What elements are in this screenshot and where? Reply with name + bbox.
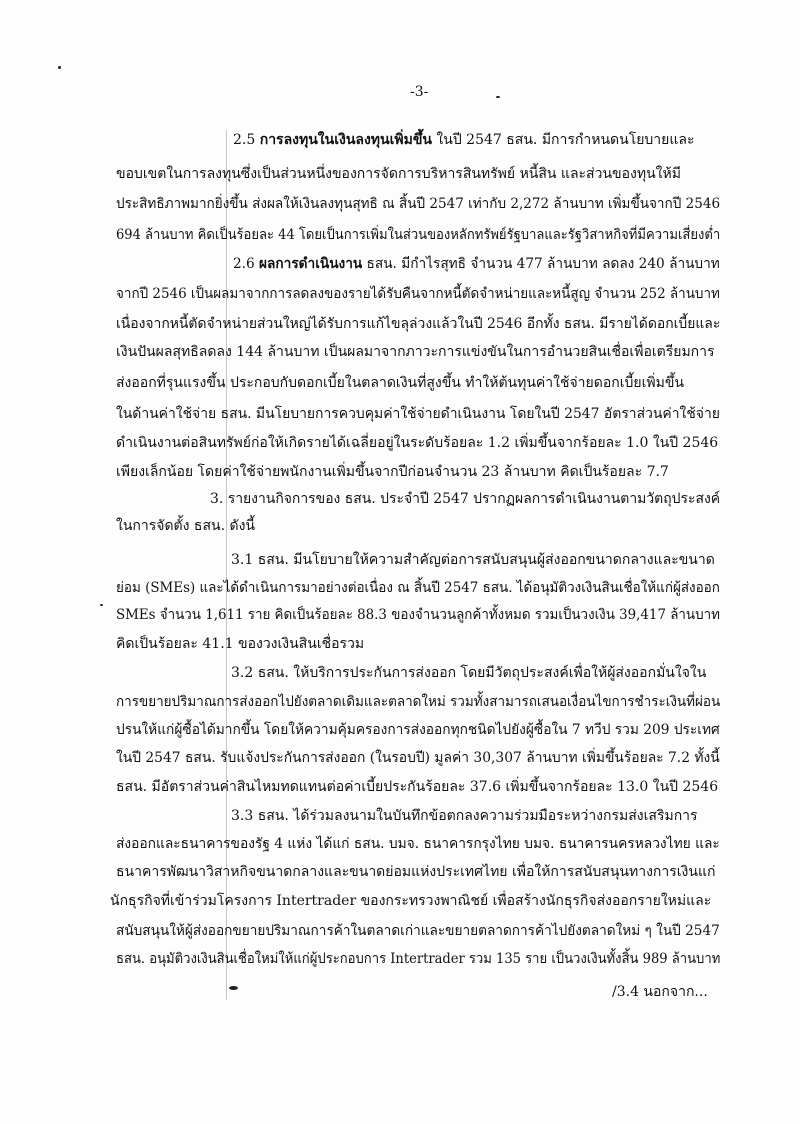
text-run: 3.3 ธสน. ได้ร่วมลงนามในบันทึกข้อตกลงความร่วมมือระหว่างกรมส่งเสริมการ [231, 808, 698, 824]
page-number: -3- [410, 84, 429, 100]
text-run: สนับสนุนให้ผู้ส่งออกขยายปริมาณการค้าในตลาดเก่าและขยายตลาดการค้าไปยังตลาดใหม่ ๆ ในปี 2547 [116, 923, 720, 939]
text-line [116, 518, 255, 534]
text-line [116, 375, 684, 391]
text-run: 3. รายงานกิจการของ ธสน. ประจำปี 2547 ปรากฏผลการดำเนินงานตามวัตถุประสงค์ [210, 491, 721, 507]
text-line [116, 951, 720, 967]
text-run: ในด้านค่าใช้จ่าย ธสน. มีนโยบายการควบคุมค่าใช้จ่ายดำเนินงาน โดยในปี 2547 อัตราส่วนค่าใช้จ่าย [116, 406, 720, 422]
text-run: เพียงเล็กน้อย โดยค่าใช้จ่ายพนักงานเพิ่มขึ้นจากปีก่อนจำนวน 23 ล้านบาท คิดเป็นร้อยละ 7.7 [116, 464, 669, 480]
text-line [116, 836, 720, 852]
text-run: การขยายปริมาณการส่งออกไปยังตลาดเดิมและตลาดใหม่ รวมทั้งสามารถเสนอเงื่อนไขการชำระเงินที่ผ่อน [116, 694, 721, 710]
text-run: ในปี 2547 ธสน. มีการกำหนดนโยบายและ [431, 132, 695, 148]
section-heading: ผลการดำเนินงาน [259, 256, 363, 272]
text-run: ประสิทธิภาพมากยิ่งขึ้น ส่งผลให้เงินลงทุนสุทธิ ณ สิ้นปี 2547 เท่ากับ 2,272 ล้านบาท เพิ่มขึ้นจากปี 2546 [116, 196, 721, 212]
text-line [116, 636, 364, 652]
scan-speck [100, 604, 103, 606]
text-run: /3.4 นอกจาก... [612, 984, 708, 1000]
text-run: ธสน. มีกำไรสุทธิ จำนวน 477 ล้านบาท ลดลง 240 ล้านบาท [362, 256, 720, 272]
text-line [116, 316, 720, 332]
text-line [233, 256, 720, 272]
text-line [116, 406, 720, 422]
text-run: 2.5 [233, 132, 260, 148]
text-line [116, 722, 720, 738]
text-line [116, 923, 720, 939]
scan-speck [496, 96, 500, 98]
text-run: ปรนให้แก่ผู้ซื้อได้มากขึ้น โดยให้ความคุ้มครองการส่งออกทุกชนิดไปยังผู้ซื้อใน 7 ทวีป รวม 209 ประเทศ [116, 722, 720, 738]
text-run: เนื่องจากหนี้ตัดจำหน่ายส่วนใหญ่ได้รับการแก้ไขลุล่วงแล้วในปี 2546 อีกทั้ง ธสน. มีรายได้ดอกเบี้ยและ [116, 316, 721, 332]
text-line [116, 344, 715, 360]
text-run: 694 ล้านบาท คิดเป็นร้อยละ 44 โดยเป็นการเพิ่มในส่วนของหลักทรัพย์รัฐบาลและรัฐวิสาหกิจที่มีความเสี่ยงต่ำ [116, 227, 721, 243]
text-line [116, 196, 720, 212]
text-run: ในการจัดตั้ง ธสน. ดังนี้ [116, 518, 255, 534]
text-run: ธสน. อนุมัติวงเงินสินเชื่อใหม่ให้แก่ผู้ประกอบการ Intertrader รวม 135 ราย เป็นวงเงินทั้งสิ้น 989 ล้านบาท [116, 951, 721, 967]
section-heading: การลงทุนในเงินลงทุนเพิ่มขึ้น [259, 132, 432, 148]
text-run: ส่งออกที่รุนแรงขึ้น ประกอบกับดอกเบี้ยในตลาดเงินที่สูงขึ้น ทำให้ต้นทุนค่าใช้จ่ายดอกเบี้ยเพิ่มขึ้น [116, 375, 684, 391]
text-line [612, 984, 708, 1000]
text-run: นักธุรกิจที่เข้าร่วมโครงการ Intertrader ของกระทรวงพาณิชย์ เพื่อสร้างนักธุรกิจส่งออกรายใหม่และ [110, 893, 712, 909]
text-run: ขอบเขตในการลงทุนซึ่งเป็นส่วนหนึ่งของการจัดการบริหารสินทรัพย์ หนี้สิน และส่วนของทุนให้มี [116, 166, 681, 182]
text-line [116, 750, 720, 766]
text-run: 2.6 [233, 256, 260, 272]
text-run: ส่งออกและธนาคารของรัฐ 4 แห่ง ได้แก่ ธสน. บมจ. ธนาคารกรุงไทย บมจ. ธนาคารนครหลวงไทย และ [116, 836, 720, 852]
text-line [116, 580, 720, 596]
text-line [110, 893, 711, 909]
text-run: จากปี 2546 เป็นผลมาจากการลดลงของรายได้รับคืนจากหนี้ตัดจำหน่ายและหนี้สูญ จำนวน 252 ล้านบาท [116, 286, 720, 302]
text-run: 3.1 ธสน. มีนโยบายให้ความสำคัญต่อการสนับสนุนผู้ส่งออกขนาดกลางและขนาด [231, 552, 715, 568]
text-run: ในปี 2547 ธสน. รับแจ้งประกันการส่งออก (ในรอบปี) มูลค่า 30,307 ล้านบาท เพิ่มขึ้นร้อยละ 7.2 ทั้งนี้ [116, 750, 720, 766]
scan-speck [58, 66, 61, 69]
text-run: คิดเป็นร้อยละ 41.1 ของวงเงินสินเชื่อรวม [116, 636, 365, 652]
text-line [116, 435, 718, 451]
text-line [231, 552, 715, 568]
text-line [231, 665, 706, 681]
text-line [116, 607, 720, 623]
text-run: SMEs จำนวน 1,611 ราย คิดเป็นร้อยละ 88.3 ของจำนวนลูกค้าทั้งหมด รวมเป็นวงเงิน 39,417 ล้านบาท [116, 607, 720, 623]
text-line [116, 464, 669, 480]
text-line [116, 779, 718, 795]
text-line [116, 227, 720, 243]
scan-speck [229, 986, 238, 990]
text-line [233, 132, 695, 148]
text-line [231, 808, 698, 824]
text-run: ดำเนินงานต่อสินทรัพย์ก่อให้เกิดรายได้เฉลี่ยอยู่ในระดับร้อยละ 1.2 เพิ่มขึ้นจากร้อยละ 1.0 ในปี 2546 [116, 435, 719, 451]
text-run: ธสน. มีอัตราส่วนค่าสินไหมทดแทนต่อค่าเบี้ยประกันร้อยละ 37.6 เพิ่มขึ้นจากร้อยละ 13.0 ในปี 2546 [116, 779, 719, 795]
text-line [116, 166, 681, 182]
text-line [116, 694, 720, 710]
text-run: เงินปันผลสุทธิลดลง 144 ล้านบาท เป็นผลมาจากภาวะการแข่งขันในการอำนวยสินเชื่อเพื่อเตรียมการ [116, 344, 715, 360]
text-line [210, 491, 720, 507]
text-line [116, 286, 720, 302]
text-run: ธนาคารพัฒนาวิสาหกิจขนาดกลางและขนาดย่อมแห่งประเทศไทย เพื่อให้การสนับสนุนทางการเงินแก่ [116, 864, 716, 880]
text-run: ย่อม (SMEs) และได้ดำเนินการมาอย่างต่อเนื่อง ณ สิ้นปี 2547 ธสน. ได้อนุมัติวงเงินสินเชื่อให้แก่ผู้ส่งออก [116, 580, 720, 596]
text-run: 3.2 ธสน. ให้บริการประกันการส่งออก โดยมีวัตถุประสงค์เพื่อให้ผู้ส่งออกมั่นใจใน [231, 665, 707, 681]
text-line [116, 864, 715, 880]
